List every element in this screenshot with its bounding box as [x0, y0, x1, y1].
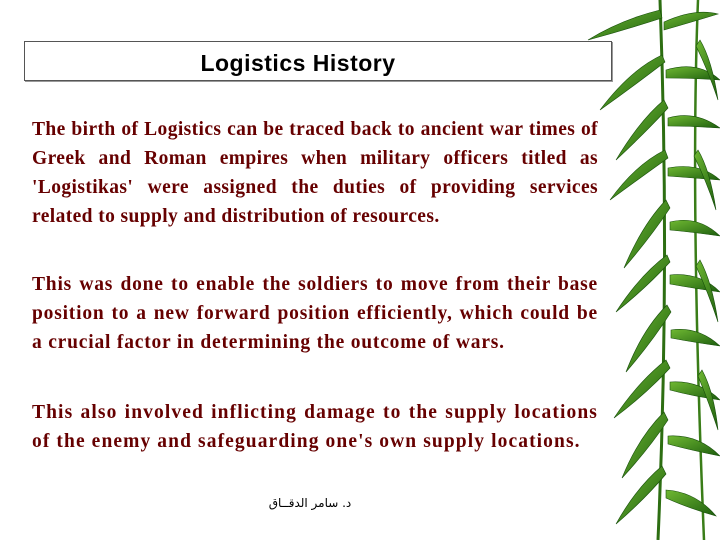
- slide-title: Logistics History: [200, 50, 396, 76]
- bamboo-leaves-icon: [580, 0, 720, 540]
- paragraph-soldier-movement: This was done to enable the soldiers to move from their base position to a new forward position efficiently, which could be a crucial factor in determining the outcome of wars.: [32, 274, 598, 353]
- paragraph-birth-of-logistics: The birth of Logistics can be traced back to ancient war times of Greek and Roman empires when military officers titled as 'Logistikas' were assigned the duties of providing services related to supply and distribution of resources.: [32, 119, 598, 227]
- paragraph-supply-locations: This also involved inflicting damage to the supply locations of the enemy and safeguarding one's own supply locations.: [32, 402, 598, 452]
- author-footer: د. سامر الدقــاق: [268, 496, 352, 510]
- title-box: [24, 41, 612, 81]
